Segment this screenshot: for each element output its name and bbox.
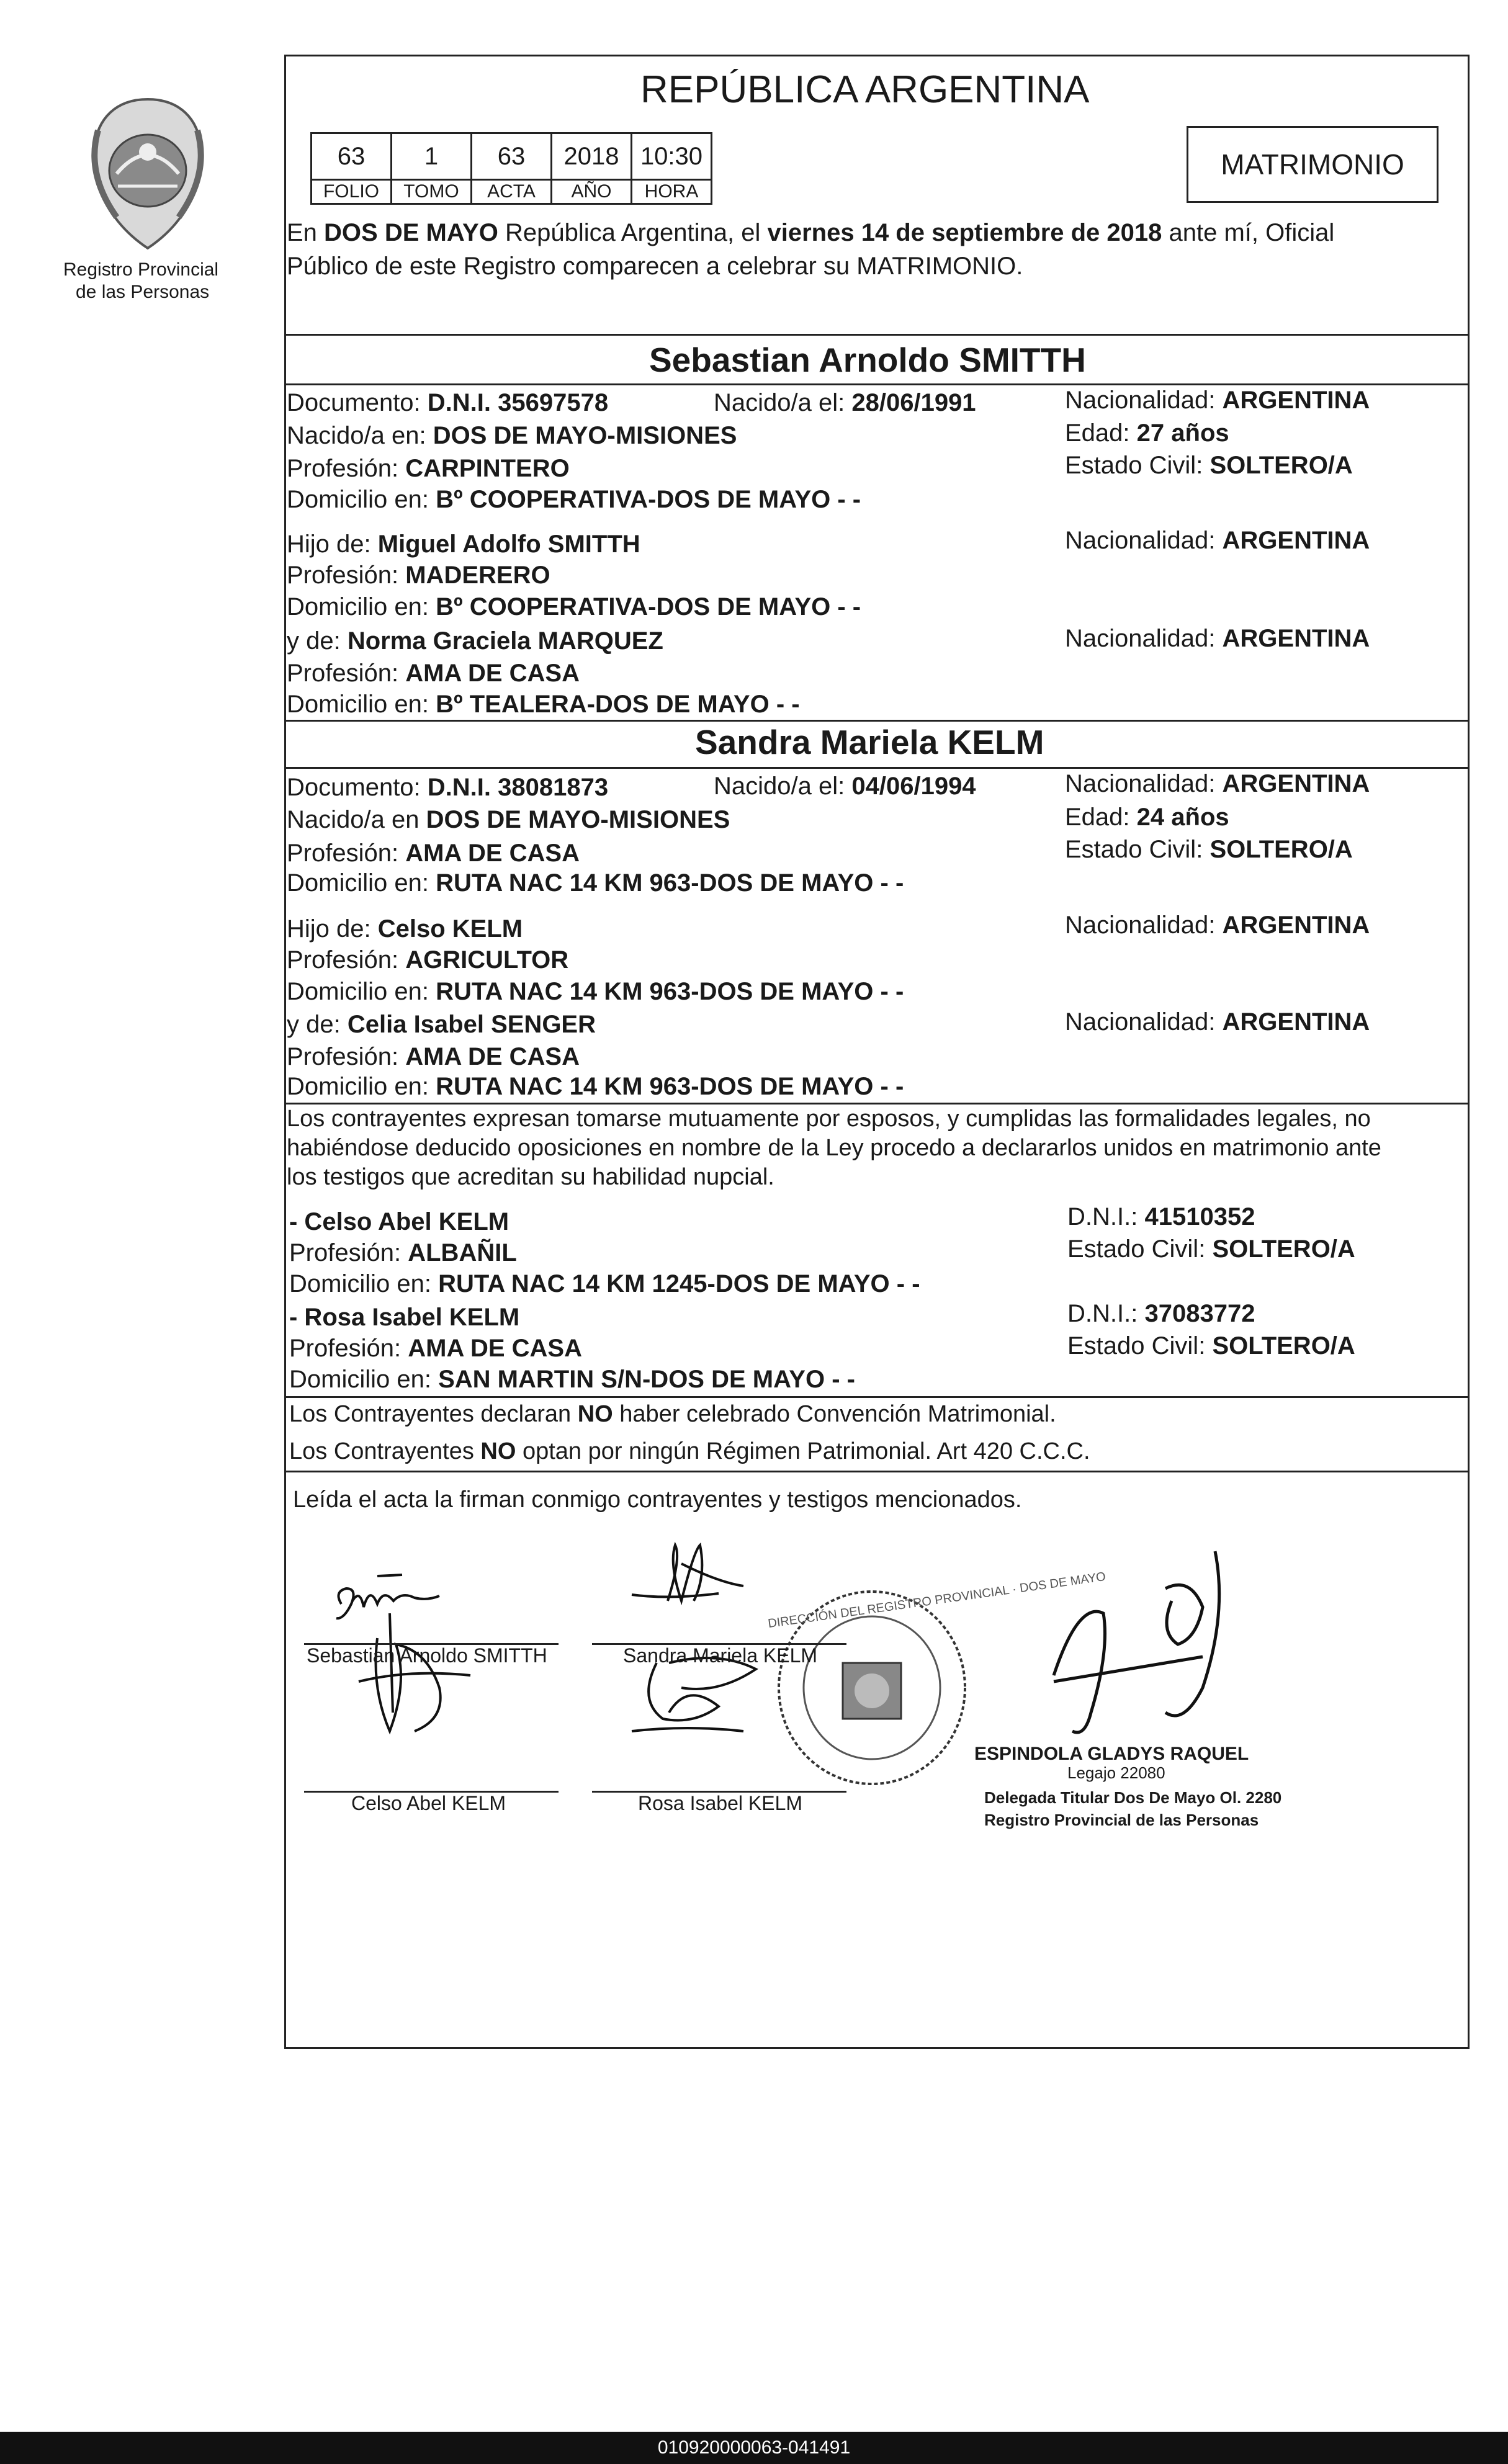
acta-value: 63 bbox=[472, 133, 552, 180]
witness1-civil: Estado Civil: SOLTERO/A bbox=[1067, 1235, 1355, 1263]
spouse1-father: Hijo de: Miguel Adolfo SMITTH bbox=[287, 531, 640, 558]
spouse1-mother-dom: Domicilio en: Bº TEALERA-DOS DE MAYO - - bbox=[287, 691, 800, 718]
spouse1-prof: Profesión: CARPINTERO bbox=[287, 455, 570, 482]
hour-value: 10:30 bbox=[632, 133, 712, 180]
spouse2-born: Nacido/a el: 04/06/1994 bbox=[714, 773, 976, 800]
spouse2-dom: Domicilio en: RUTA NAC 14 KM 963-DOS DE MAYO - - bbox=[287, 869, 904, 897]
record-type-box: MATRIMONIO bbox=[1187, 126, 1438, 203]
hour-label: HORA bbox=[632, 180, 712, 204]
witness1-dni: D.N.I.: 41510352 bbox=[1067, 1203, 1255, 1230]
officer-stamp-legajo: Legajo 22080 bbox=[1067, 1763, 1165, 1782]
officer-stamp-role: Delegada Titular Dos De Mayo Ol. 2280 bbox=[984, 1788, 1282, 1807]
intro-line-1: En DOS DE MAYO República Argentina, el viernes 14 de septiembre de 2018 ante mí, Oficial bbox=[287, 219, 1335, 246]
spouse2-mother-nat: Nacionalidad: ARGENTINA bbox=[1065, 1008, 1370, 1036]
spouse1-mother-nat: Nacionalidad: ARGENTINA bbox=[1065, 625, 1370, 652]
sig-label-4: Rosa Isabel KELM bbox=[638, 1792, 803, 1814]
witness2-prof: Profesión: AMA DE CASA bbox=[289, 1335, 582, 1362]
signature-rosa bbox=[632, 1658, 756, 1731]
witness2-civil: Estado Civil: SOLTERO/A bbox=[1067, 1332, 1355, 1360]
spouse2-father-prof: Profesión: AGRICULTOR bbox=[287, 946, 569, 974]
spouse1-father-dom: Domicilio en: Bº COOPERATIVA-DOS DE MAYO - - bbox=[287, 593, 861, 620]
spouse1-born: Nacido/a el: 28/06/1991 bbox=[714, 389, 976, 416]
signature-sandra bbox=[632, 1545, 743, 1601]
footer-barcode: 010920000063-041491 bbox=[0, 2432, 1508, 2464]
divider-4 bbox=[284, 767, 1468, 769]
convention-line-2: Los Contrayentes NO optan por ningún Régimen Patrimonial. Art 420 C.C.C. bbox=[289, 1438, 1090, 1464]
spouse2-mother-dom: Domicilio en: RUTA NAC 14 KM 963-DOS DE MAYO - - bbox=[287, 1073, 904, 1100]
folio-label: FOLIO bbox=[312, 180, 392, 204]
spouse2-father-nat: Nacionalidad: ARGENTINA bbox=[1065, 912, 1370, 939]
signature-smitth bbox=[336, 1575, 439, 1618]
witness1-prof: Profesión: ALBAÑIL bbox=[289, 1239, 517, 1266]
divider-6 bbox=[284, 1396, 1468, 1398]
read-line: Leída el acta la firman conmigo contrayentes y testigos mencionados. bbox=[293, 1487, 1022, 1513]
acta-label: ACTA bbox=[472, 180, 552, 204]
province-logo bbox=[79, 93, 216, 254]
logo-caption-2: de las Personas bbox=[76, 282, 210, 302]
intro-line-2: Público de este Registro comparecen a celebrar su MATRIMONIO. bbox=[287, 253, 1023, 280]
province-crest-icon bbox=[79, 93, 216, 254]
declaration-line-2: habiéndose deducido oposiciones en nombre de la Ley procedo a declararlos unidos en matrimonio ante bbox=[287, 1135, 1381, 1161]
signature-celso bbox=[359, 1613, 470, 1731]
spouse1-mother-prof: Profesión: AMA DE CASA bbox=[287, 660, 580, 687]
folio-value: 63 bbox=[312, 133, 392, 180]
registry-table bbox=[310, 132, 712, 205]
spouse2-doc: Documento: D.N.I. 38081873 bbox=[287, 774, 609, 801]
sig-label-3: Celso Abel KELM bbox=[351, 1792, 506, 1814]
logo-caption-1: Registro Provincial bbox=[63, 259, 219, 280]
spouse1-dom: Domicilio en: Bº COOPERATIVA-DOS DE MAYO - - bbox=[287, 486, 861, 513]
officer-stamp-office: Registro Provincial de las Personas bbox=[984, 1811, 1259, 1829]
year-label: AÑO bbox=[552, 180, 632, 204]
witness2-dni: D.N.I.: 37083772 bbox=[1067, 1300, 1255, 1327]
spouse2-age: Edad: 24 años bbox=[1065, 804, 1229, 831]
document-title: REPÚBLICA ARGENTINA bbox=[640, 68, 1090, 111]
spouse1-name: Sebastian Arnoldo SMITTH bbox=[649, 341, 1086, 379]
witness1-name: - Celso Abel KELM bbox=[289, 1208, 509, 1235]
spouse2-name: Sandra Mariela KELM bbox=[695, 723, 1044, 761]
tomo-label: TOMO bbox=[392, 180, 472, 204]
divider-3 bbox=[284, 720, 1468, 722]
divider-2 bbox=[284, 383, 1468, 385]
sig-label-2: Sandra Mariela KELM bbox=[623, 1644, 818, 1667]
spouse1-birthplace: Nacido/a en: DOS DE MAYO-MISIONES bbox=[287, 422, 737, 449]
witness1-dom: Domicilio en: RUTA NAC 14 KM 1245-DOS DE MAYO - - bbox=[289, 1270, 920, 1297]
spouse2-mother-prof: Profesión: AMA DE CASA bbox=[287, 1043, 580, 1070]
convention-line-1: Los Contrayentes declaran NO haber celebrado Convención Matrimonial. bbox=[289, 1401, 1056, 1427]
year-value: 2018 bbox=[552, 133, 632, 180]
spouse2-prof: Profesión: AMA DE CASA bbox=[287, 840, 580, 867]
sig-label-1: Sebastian Arnoldo SMITTH bbox=[307, 1644, 547, 1667]
seal-text: DIRECCIÓN DEL REGISTRO PROVINCIAL · DOS DE MAYO bbox=[767, 1569, 1107, 1631]
divider-1 bbox=[284, 334, 1468, 336]
spouse1-mother: y de: Norma Graciela MARQUEZ bbox=[287, 627, 663, 655]
declaration-line-1: Los contrayentes expresan tomarse mutuamente por esposos, y cumplidas las formalidades legales, no bbox=[287, 1106, 1371, 1132]
spouse2-mother: y de: Celia Isabel SENGER bbox=[287, 1011, 596, 1038]
spouse1-doc: Documento: D.N.I. 35697578 bbox=[287, 389, 609, 416]
witness2-name: - Rosa Isabel KELM bbox=[289, 1304, 520, 1331]
spouse1-nat: Nacionalidad: ARGENTINA bbox=[1065, 387, 1370, 414]
tomo-value: 1 bbox=[392, 133, 472, 180]
spouse1-age: Edad: 27 años bbox=[1065, 419, 1229, 447]
spouse2-nat: Nacionalidad: ARGENTINA bbox=[1065, 770, 1370, 797]
spouse2-birthplace: Nacido/a en DOS DE MAYO-MISIONES bbox=[287, 806, 730, 833]
divider-7 bbox=[284, 1471, 1468, 1472]
spouse2-father-dom: Domicilio en: RUTA NAC 14 KM 963-DOS DE MAYO - - bbox=[287, 978, 904, 1005]
spouse1-father-prof: Profesión: MADERERO bbox=[287, 562, 550, 589]
witness2-dom: Domicilio en: SAN MARTIN S/N-DOS DE MAYO - - bbox=[289, 1366, 855, 1393]
spouse2-father: Hijo de: Celso KELM bbox=[287, 915, 523, 943]
declaration-line-3: los testigos que acreditan su habilidad nupcial. bbox=[287, 1164, 774, 1190]
officer-stamp-name: ESPINDOLA GLADYS RAQUEL bbox=[974, 1744, 1249, 1764]
spouse1-father-nat: Nacionalidad: ARGENTINA bbox=[1065, 527, 1370, 554]
spouse1-civil: Estado Civil: SOLTERO/A bbox=[1065, 452, 1353, 479]
spouse2-civil: Estado Civil: SOLTERO/A bbox=[1065, 836, 1353, 863]
